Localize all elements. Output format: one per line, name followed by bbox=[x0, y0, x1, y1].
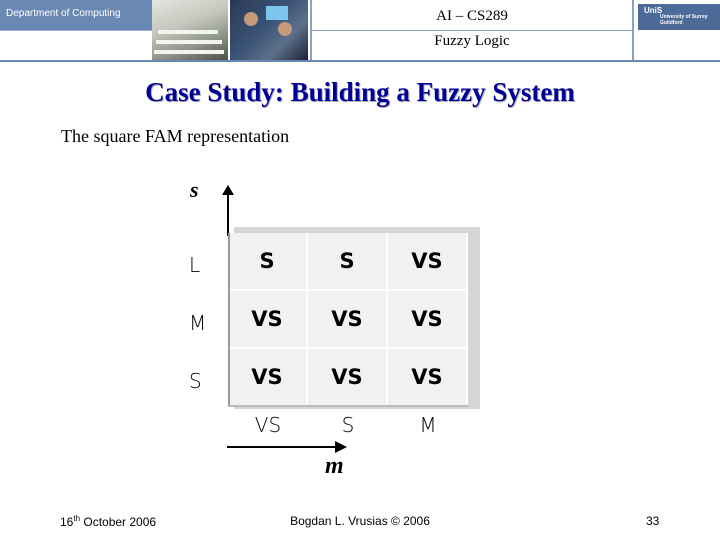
fam-cell-m-s: VS bbox=[308, 291, 388, 349]
y-axis-line bbox=[227, 191, 229, 236]
header-divider bbox=[0, 60, 720, 62]
col-label-s: S bbox=[341, 413, 355, 437]
row-label-s: S bbox=[189, 369, 202, 393]
fam-cell-s-vs: VS bbox=[228, 349, 308, 407]
students-photo bbox=[230, 0, 308, 60]
x-axis-arrow-icon bbox=[335, 441, 347, 453]
col-label-vs: VS bbox=[254, 413, 282, 437]
footer-date: 16th October 2006 bbox=[60, 514, 157, 529]
fam-cell-l-m: VS bbox=[388, 233, 468, 291]
page-number: 33 bbox=[646, 514, 660, 528]
course-code: AI – CS289 bbox=[436, 8, 508, 24]
university-mark: UniS bbox=[644, 6, 663, 15]
x-axis-line bbox=[227, 446, 337, 448]
slide-title: Case Study: Building a Fuzzy System bbox=[145, 77, 575, 107]
y-axis-label: s bbox=[190, 177, 199, 202]
course-title-box bbox=[310, 0, 632, 60]
lab-photo bbox=[152, 0, 228, 60]
university-logo bbox=[632, 0, 720, 60]
col-label-m: M bbox=[419, 413, 437, 437]
slide-header bbox=[0, 0, 720, 60]
department-label: Department of Computing bbox=[6, 8, 121, 19]
footer-author: Bogdan L. Vrusias © 2006 bbox=[290, 514, 430, 528]
fam-cell-m-m: VS bbox=[388, 291, 468, 349]
university-name: University of Surrey Guildford bbox=[660, 14, 708, 26]
department-banner bbox=[0, 0, 152, 30]
slide-subtitle: The square FAM representation bbox=[61, 126, 290, 146]
department-banner-lower bbox=[0, 30, 152, 61]
fam-cell-l-vs: S bbox=[228, 233, 308, 291]
fam-cell-m-vs: VS bbox=[228, 291, 308, 349]
fam-diagram bbox=[175, 175, 515, 485]
fam-cell-s-s: VS bbox=[308, 349, 388, 407]
x-axis-label: m bbox=[325, 453, 344, 479]
course-topic: Fuzzy Logic bbox=[312, 30, 632, 50]
row-label-l: L bbox=[189, 253, 201, 277]
fam-grid bbox=[228, 233, 468, 407]
fam-cell-l-s: S bbox=[308, 233, 388, 291]
fam-cell-s-m: VS bbox=[388, 349, 468, 407]
row-label-m: M bbox=[189, 311, 207, 335]
